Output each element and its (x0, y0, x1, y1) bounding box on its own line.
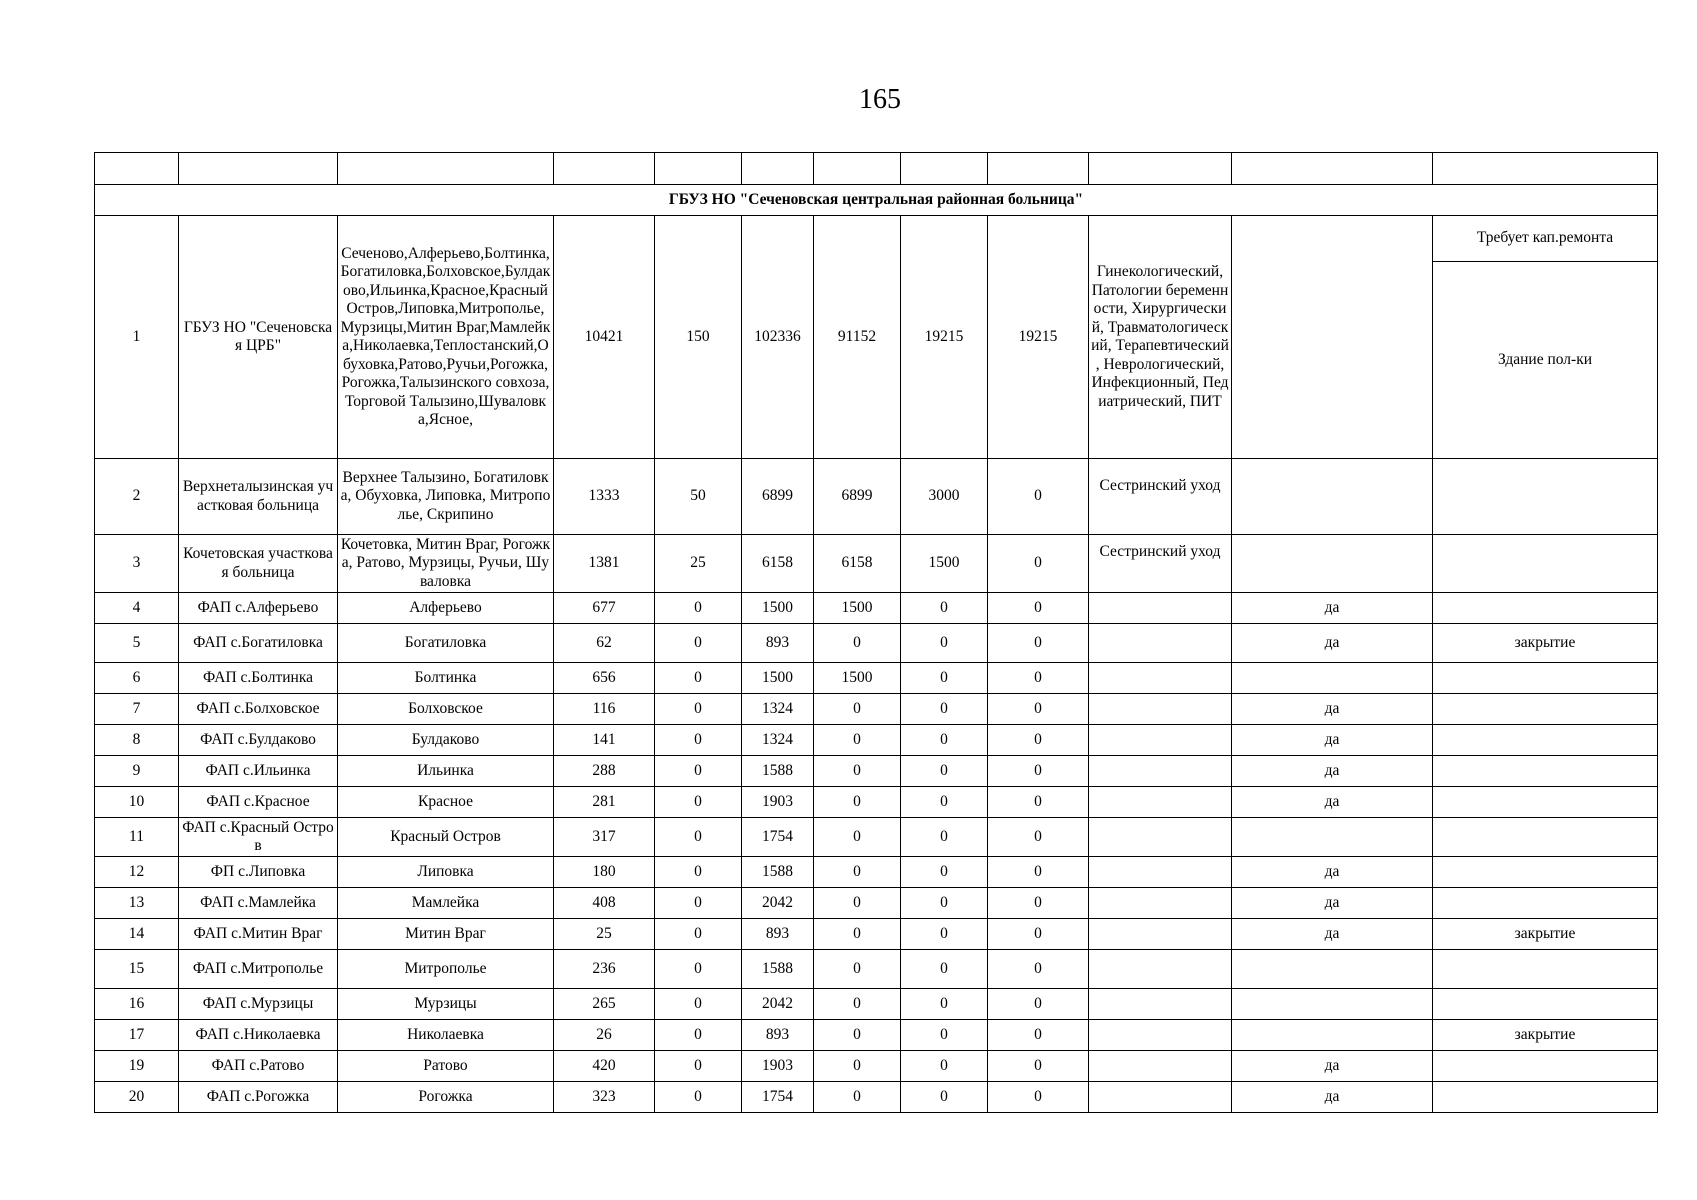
row-number: 3 (95, 535, 179, 593)
value-cell: 0 (655, 694, 742, 725)
table-row (95, 857, 1658, 888)
departments: Сестринский уход (1089, 535, 1232, 593)
value-cell: 0 (814, 950, 901, 989)
note-cell (1433, 593, 1658, 624)
flag-cell (1232, 216, 1433, 459)
row-number: 11 (95, 818, 179, 857)
note-cell (1433, 888, 1658, 919)
note-cell (1433, 756, 1658, 787)
value-cell: 102336 (742, 216, 814, 459)
value-cell: 0 (814, 1020, 901, 1051)
row-number: 6 (95, 663, 179, 694)
table-row (95, 459, 1658, 535)
facility-name: ФАП с.Митрополье (179, 950, 338, 989)
flag-cell: да (1232, 1051, 1433, 1082)
settlements: Красное (338, 787, 554, 818)
page-number: 165 (859, 84, 901, 115)
table-row (95, 787, 1658, 818)
value-cell: 0 (901, 756, 988, 787)
value-cell: 26 (554, 1020, 655, 1051)
flag-cell: да (1232, 1082, 1433, 1113)
value-cell: 25 (554, 919, 655, 950)
value-cell: 0 (655, 787, 742, 818)
value-cell: 62 (554, 624, 655, 663)
row-number: 5 (95, 624, 179, 663)
table-row (95, 919, 1658, 950)
settlements: Ильинка (338, 756, 554, 787)
value-cell: 0 (901, 1051, 988, 1082)
flag-cell: да (1232, 888, 1433, 919)
value-cell: 1333 (554, 459, 655, 535)
note-cell (1433, 663, 1658, 694)
table-row (95, 725, 1658, 756)
note-cell (1433, 857, 1658, 888)
note-cell (1433, 694, 1658, 725)
departments (1089, 663, 1232, 694)
value-cell: 893 (742, 919, 814, 950)
value-cell: 0 (988, 663, 1089, 694)
value-cell: 0 (988, 818, 1089, 857)
value-cell: 0 (901, 1082, 988, 1113)
departments (1089, 694, 1232, 725)
value-cell: 2042 (742, 888, 814, 919)
value-cell: 420 (554, 1051, 655, 1082)
settlements: Липовка (338, 857, 554, 888)
facility-name: ГБУЗ НО "Сеченовская ЦРБ" (179, 216, 338, 459)
value-cell: 91152 (814, 216, 901, 459)
table-row (95, 950, 1658, 989)
value-cell: 265 (554, 989, 655, 1020)
table-row (95, 593, 1658, 624)
row-number: 13 (95, 888, 179, 919)
note-cell (1433, 950, 1658, 989)
value-cell: 236 (554, 950, 655, 989)
value-cell: 141 (554, 725, 655, 756)
value-cell: 50 (655, 459, 742, 535)
flag-cell: да (1232, 919, 1433, 950)
flag-cell: да (1232, 857, 1433, 888)
note-cell: закрытие (1433, 1020, 1658, 1051)
settlements: Митрополье (338, 950, 554, 989)
settlements: Красный Остров (338, 818, 554, 857)
value-cell: 0 (814, 756, 901, 787)
value-cell: 0 (814, 694, 901, 725)
value-cell: 0 (988, 1020, 1089, 1051)
empty-header-row (95, 153, 1658, 185)
value-cell: 6158 (814, 535, 901, 593)
value-cell: 0 (655, 1020, 742, 1051)
value-cell: 0 (988, 950, 1089, 989)
value-cell: 0 (814, 857, 901, 888)
value-cell: 0 (901, 694, 988, 725)
value-cell: 323 (554, 1082, 655, 1113)
value-cell: 25 (655, 535, 742, 593)
note-cell (1433, 787, 1658, 818)
value-cell: 1754 (742, 1082, 814, 1113)
settlements: Мамлейка (338, 888, 554, 919)
value-cell: 0 (814, 725, 901, 756)
facility-name: ФАП с.Болховское (179, 694, 338, 725)
departments (1089, 818, 1232, 857)
value-cell: 6158 (742, 535, 814, 593)
facility-name: Кочетовская участковая больница (179, 535, 338, 593)
note-cell: закрытие (1433, 624, 1658, 663)
facility-name: ФАП с.Алферьево (179, 593, 338, 624)
table-body (95, 153, 1658, 1113)
note-cell: Требует кап.ремонта (1433, 216, 1658, 262)
flag-cell: да (1232, 756, 1433, 787)
value-cell: 0 (901, 624, 988, 663)
value-cell: 1500 (742, 593, 814, 624)
value-cell: 6899 (742, 459, 814, 535)
value-cell: 1903 (742, 787, 814, 818)
flag-cell: да (1232, 694, 1433, 725)
value-cell: 0 (655, 950, 742, 989)
value-cell: 1588 (742, 756, 814, 787)
value-cell: 0 (655, 1051, 742, 1082)
value-cell: 0 (988, 989, 1089, 1020)
note-cell: Здание пол-ки (1433, 262, 1658, 459)
value-cell: 0 (901, 818, 988, 857)
value-cell: 10421 (554, 216, 655, 459)
value-cell: 1500 (742, 663, 814, 694)
facility-name: ФАП с.Ильинка (179, 756, 338, 787)
value-cell: 0 (901, 1020, 988, 1051)
value-cell: 656 (554, 663, 655, 694)
table-row (95, 216, 1658, 262)
value-cell: 1324 (742, 694, 814, 725)
departments (1089, 1051, 1232, 1082)
note-cell (1433, 818, 1658, 857)
value-cell: 1500 (814, 663, 901, 694)
row-number: 17 (95, 1020, 179, 1051)
value-cell: 0 (988, 919, 1089, 950)
value-cell: 893 (742, 1020, 814, 1051)
departments (1089, 624, 1232, 663)
settlements: Булдаково (338, 725, 554, 756)
facility-name: ФАП с.Николаевка (179, 1020, 338, 1051)
row-number: 15 (95, 950, 179, 989)
value-cell: 0 (655, 1082, 742, 1113)
facility-name: ФАП с.Красное (179, 787, 338, 818)
flag-cell: да (1232, 624, 1433, 663)
value-cell: 0 (988, 888, 1089, 919)
note-cell (1433, 989, 1658, 1020)
departments: Сестринский уход (1089, 459, 1232, 535)
value-cell: 0 (814, 818, 901, 857)
settlements: Болховское (338, 694, 554, 725)
facility-name: ФАП с.Ратово (179, 1051, 338, 1082)
value-cell: 677 (554, 593, 655, 624)
flag-cell (1232, 663, 1433, 694)
facility-name: ФАП с.Митин Враг (179, 919, 338, 950)
value-cell: 180 (554, 857, 655, 888)
table-row (95, 535, 1658, 593)
value-cell: 0 (655, 725, 742, 756)
value-cell: 19215 (988, 216, 1089, 459)
table-row (95, 663, 1658, 694)
row-number: 10 (95, 787, 179, 818)
note-cell (1433, 1051, 1658, 1082)
departments (1089, 593, 1232, 624)
flag-cell (1232, 1020, 1433, 1051)
note-cell (1433, 459, 1658, 535)
facility-name: Верхнеталызинская участковая больница (179, 459, 338, 535)
row-number: 16 (95, 989, 179, 1020)
facility-name: ФАП с.Мамлейка (179, 888, 338, 919)
settlements: Кочетовка, Митин Враг, Рогожка, Ратово, Мурзицы, Ручьи, Шуваловка (338, 535, 554, 593)
flag-cell: да (1232, 593, 1433, 624)
value-cell: 1381 (554, 535, 655, 593)
departments (1089, 989, 1232, 1020)
facilities-table (94, 152, 1658, 1113)
flag-cell: да (1232, 787, 1433, 818)
value-cell: 0 (655, 756, 742, 787)
value-cell: 0 (901, 593, 988, 624)
note-cell (1433, 725, 1658, 756)
departments (1089, 1020, 1232, 1051)
value-cell: 0 (655, 989, 742, 1020)
departments (1089, 919, 1232, 950)
facility-name: ФАП с.Болтинка (179, 663, 338, 694)
value-cell: 0 (988, 694, 1089, 725)
note-cell (1433, 535, 1658, 593)
table-row (95, 694, 1658, 725)
flag-cell (1232, 989, 1433, 1020)
note-cell: закрытие (1433, 919, 1658, 950)
value-cell: 0 (988, 459, 1089, 535)
facility-name: ФП с.Липовка (179, 857, 338, 888)
table-row (95, 888, 1658, 919)
value-cell: 1588 (742, 857, 814, 888)
settlements: Рогожка (338, 1082, 554, 1113)
value-cell: 0 (901, 989, 988, 1020)
row-number: 12 (95, 857, 179, 888)
value-cell: 0 (988, 535, 1089, 593)
value-cell: 1324 (742, 725, 814, 756)
value-cell: 0 (655, 663, 742, 694)
value-cell: 0 (901, 787, 988, 818)
note-cell (1433, 1082, 1658, 1113)
value-cell: 0 (901, 888, 988, 919)
value-cell: 0 (988, 787, 1089, 818)
value-cell: 0 (988, 1051, 1089, 1082)
value-cell: 150 (655, 216, 742, 459)
value-cell: 2042 (742, 989, 814, 1020)
settlements: Болтинка (338, 663, 554, 694)
value-cell: 0 (988, 857, 1089, 888)
value-cell: 0 (655, 919, 742, 950)
settlements: Николаевка (338, 1020, 554, 1051)
value-cell: 0 (988, 624, 1089, 663)
value-cell: 19215 (901, 216, 988, 459)
departments (1089, 787, 1232, 818)
value-cell: 1500 (901, 535, 988, 593)
value-cell: 1588 (742, 950, 814, 989)
row-number: 14 (95, 919, 179, 950)
facility-name: ФАП с.Мурзицы (179, 989, 338, 1020)
value-cell: 0 (655, 888, 742, 919)
table-row (95, 624, 1658, 663)
facility-name: ФАП с.Булдаково (179, 725, 338, 756)
departments (1089, 756, 1232, 787)
row-number: 9 (95, 756, 179, 787)
value-cell: 1754 (742, 818, 814, 857)
value-cell: 0 (814, 787, 901, 818)
value-cell: 408 (554, 888, 655, 919)
value-cell: 1903 (742, 1051, 814, 1082)
value-cell: 0 (901, 857, 988, 888)
table-row (95, 818, 1658, 857)
value-cell: 281 (554, 787, 655, 818)
row-number: 1 (95, 216, 179, 459)
value-cell: 0 (814, 1082, 901, 1113)
value-cell: 317 (554, 818, 655, 857)
row-number: 7 (95, 694, 179, 725)
value-cell: 116 (554, 694, 655, 725)
value-cell: 0 (988, 593, 1089, 624)
value-cell: 0 (655, 857, 742, 888)
table-row (95, 1051, 1658, 1082)
settlements: Алферьево (338, 593, 554, 624)
row-number: 2 (95, 459, 179, 535)
value-cell: 0 (814, 624, 901, 663)
value-cell: 6899 (814, 459, 901, 535)
value-cell: 0 (655, 818, 742, 857)
departments: Гинекологический, Патологии беременности, Хирургический, Травматологический, Терапевтический , Неврологический, Инфекционный, Педиатрический, ПИТ (1089, 216, 1232, 459)
departments (1089, 950, 1232, 989)
flag-cell (1232, 459, 1433, 535)
departments (1089, 725, 1232, 756)
table-row (95, 1082, 1658, 1113)
value-cell: 0 (814, 919, 901, 950)
value-cell: 0 (988, 756, 1089, 787)
value-cell: 893 (742, 624, 814, 663)
value-cell: 0 (901, 919, 988, 950)
table-row (95, 1020, 1658, 1051)
table-row (95, 989, 1658, 1020)
value-cell: 0 (655, 624, 742, 663)
row-number: 20 (95, 1082, 179, 1113)
departments (1089, 857, 1232, 888)
value-cell: 0 (988, 725, 1089, 756)
row-number: 4 (95, 593, 179, 624)
flag-cell: да (1232, 725, 1433, 756)
settlements: Верхнее Талызино, Богатиловка, Обуховка, Липовка, Митрополье, Скрипино (338, 459, 554, 535)
settlements: Митин Враг (338, 919, 554, 950)
departments (1089, 1082, 1232, 1113)
row-number: 8 (95, 725, 179, 756)
settlements: Богатиловка (338, 624, 554, 663)
value-cell: 0 (901, 950, 988, 989)
settlements: Ратово (338, 1051, 554, 1082)
value-cell: 0 (655, 593, 742, 624)
value-cell: 0 (901, 663, 988, 694)
facility-name: ФАП с.Рогожка (179, 1082, 338, 1113)
value-cell: 0 (814, 1051, 901, 1082)
value-cell: 0 (901, 725, 988, 756)
value-cell: 0 (814, 989, 901, 1020)
departments (1089, 888, 1232, 919)
row-number: 19 (95, 1051, 179, 1082)
table-row (95, 756, 1658, 787)
settlements: Мурзицы (338, 989, 554, 1020)
value-cell: 0 (988, 1082, 1089, 1113)
facility-name: ФАП с.Красный Остров (179, 818, 338, 857)
value-cell: 0 (814, 888, 901, 919)
section-header-row (95, 185, 1658, 216)
value-cell: 288 (554, 756, 655, 787)
value-cell: 1500 (814, 593, 901, 624)
settlements: Сеченово,Алферьево,Болтинка,Богатиловка,Болховское,Булдаково,Ильинка,Красное,Красный Остров,Липовка,Митрополье,Мурзицы,Митин Враг,Мамлейка,Николаевка,Теплостанский,Обуховка,Ратово,Ручьи,Рогожка,Рогожка,Талызинского совхоза,Торговой Талызино,Шуваловка,Ясное, (338, 216, 554, 459)
section-header: ГБУЗ НО "Сеченовская центральная районная больница" (95, 185, 1658, 216)
flag-cell (1232, 818, 1433, 857)
flag-cell (1232, 535, 1433, 593)
flag-cell (1232, 950, 1433, 989)
facility-name: ФАП с.Богатиловка (179, 624, 338, 663)
value-cell: 3000 (901, 459, 988, 535)
